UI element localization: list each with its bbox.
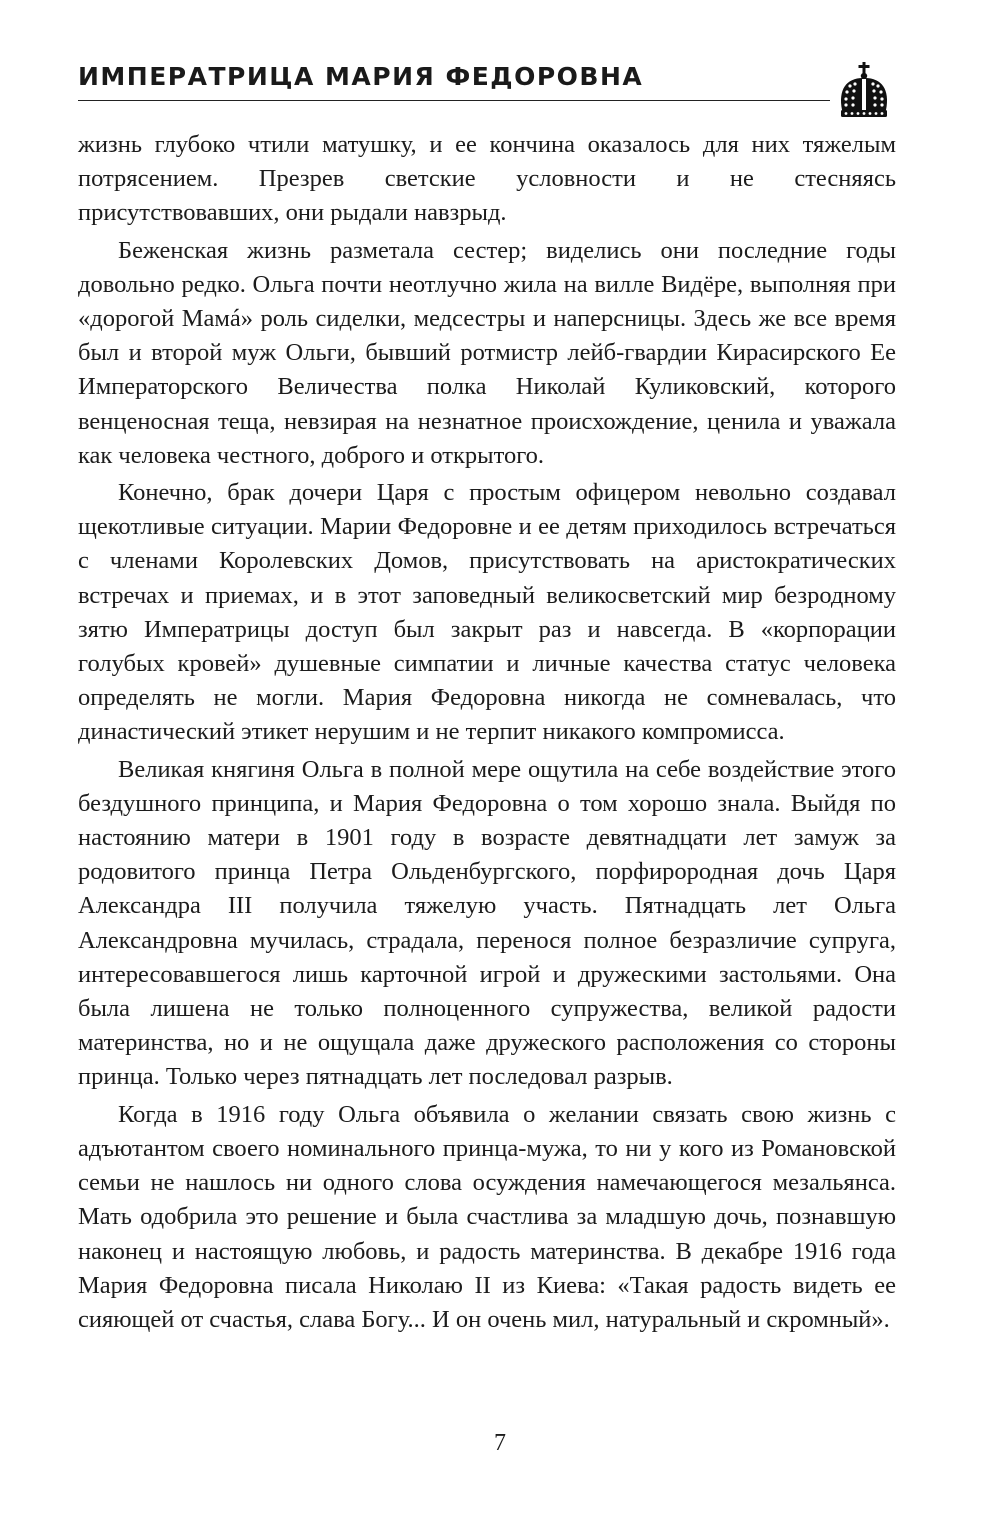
running-header-title: ИМПЕРАТРИЦА МАРИЯ ФЕДОРОВНА bbox=[78, 62, 644, 91]
paragraph: Конечно, брак дочери Царя с простым офицером невольно создавал щекотливые ситуации. Марии Федоровне и ее детям приходилось встречаться с членами Королевских Домов, присутствовать на аристократических встречах и приемах, и в этот заповедный великосветский мир безродному зятю Императрицы доступ был закрыт раз и навсегда. В «корпорации голубых кровей» душевные симпатии и личные качества статус человека определять не могли. Мария Федоровна никогда не сомневалась, что династический этикет нерушим и не терпит никакого компромисса. bbox=[78, 479, 896, 746]
body-text bbox=[78, 128, 896, 1337]
paragraph: Когда в 1916 году Ольга объявила о желании связать свою жизнь с адъютантом своего номинального принца-мужа, то ни у кого из Романовской семьи не нашлось ни одного слова осуждения намечающегося мезальянса. Мать одобрила это решение и была счастлива за младшую дочь, познавшую наконец и настоящую любовь, и радость материнства. В декабре 1916 года Мария Федоровна писала Николаю II из Киева: «Такая радость видеть ее сияющей от счастья, слава Богу... И он очень мил, натуральный и скромный». bbox=[78, 1100, 896, 1333]
paragraph: Великая княгиня Ольга в полной мере ощутила на себе воздействие этого бездушного принципа, и Мария Федоровна о том хорошо знала. Выйдя по настоянию матери в 1901 году в возрасте девятнадцати лет замуж за родовитого принца Петра Ольденбургского, порфирородная дочь Царя Александра III получила тяжелую участь. Пятнадцать лет Ольга Александровна мучилась, страдала, перенося полное безразличие супруга, интересовавшегося лишь карточной игрой и дружескими застольями. Она была лишена не только полноценного супружества, великой радости материнства, но и не ощущала даже дружеского расположения со стороны принца. Только через пятнадцать лет последовал разрыв. bbox=[78, 755, 896, 1091]
crown-icon bbox=[832, 60, 896, 124]
running-header bbox=[78, 62, 896, 126]
paragraph-continued: жизнь глубоко чтили матушку, и ее кончина оказалось для них тяжелым потрясением. Презрев светские условности и не стесняясь присутствовавших, они рыдали навзрыд. bbox=[78, 131, 896, 227]
header-rule bbox=[78, 100, 830, 101]
page-number: 7 bbox=[494, 1430, 506, 1456]
paragraph: Беженская жизнь разметала сестер; виделись они последние годы довольно редко. Ольга почти неотлучно жила на вилле Видёре, выполняя при «дорогой Мамá» роль сиделки, медсестры и наперсницы. Здесь же все время был и второй муж Ольги, бывший ротмистр лейб-гвардии Кирасирского Ее Императорского Величества полка Николай Куликовский, которого венценосная теща, невзирая на незнатное происхождение, ценила и уважала как человека честного, доброго и открытого. bbox=[78, 236, 896, 469]
